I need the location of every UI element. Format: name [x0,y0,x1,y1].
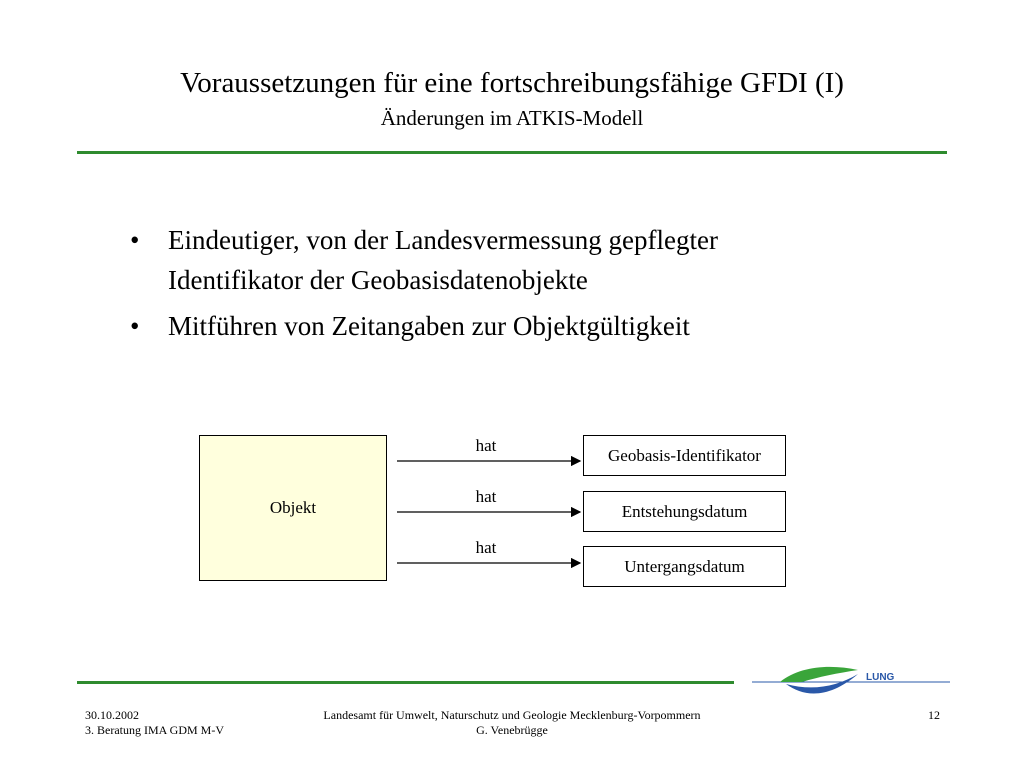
footer-date: 30.10.2002 [85,708,139,722]
logo-text: LUNG [866,672,895,683]
bullet-text-line: Mitführen von Zeitangaben zur Objektgültigkeit [168,311,690,341]
entstehungsdatum-box [583,491,786,532]
footer-center [260,708,764,738]
footer-divider [77,681,734,684]
footer-organization: Landesamt für Umwelt, Naturschutz und Geologie Mecklenburg-Vorpommern [323,708,701,722]
slide-title: Voraussetzungen für eine fortschreibungsfähige GFDI (I) [180,67,844,99]
target-label: Entstehungsdatum [621,501,748,521]
footer-meeting: 3. Beratung IMA GDM M-V [85,723,224,737]
target-label: Geobasis-Identifikator [608,445,761,465]
footer-author: G. Venebrügge [476,723,548,737]
geobasis-identifikator-box [583,435,786,476]
target-label: Untergangsdatum [624,556,745,576]
footer-left [85,708,224,738]
page-number: 12 [928,708,940,722]
relation-label: hat [475,538,497,557]
relation-label: hat [475,436,497,455]
bullet-marker: • [130,225,140,255]
slide-subtitle: Änderungen im ATKIS-Modell [380,106,644,130]
objekt-label: Objekt [269,498,317,517]
relation-label: hat [475,487,497,506]
bullet-text-line: Identifikator der Geobasisdatenobjekte [168,265,588,295]
untergangsdatum-box [583,546,786,587]
bullet-marker: • [130,311,140,341]
lung-logo-icon [750,660,955,702]
bullet-text-line: Eindeutiger, von der Landesvermessung gepflegter [168,225,718,255]
